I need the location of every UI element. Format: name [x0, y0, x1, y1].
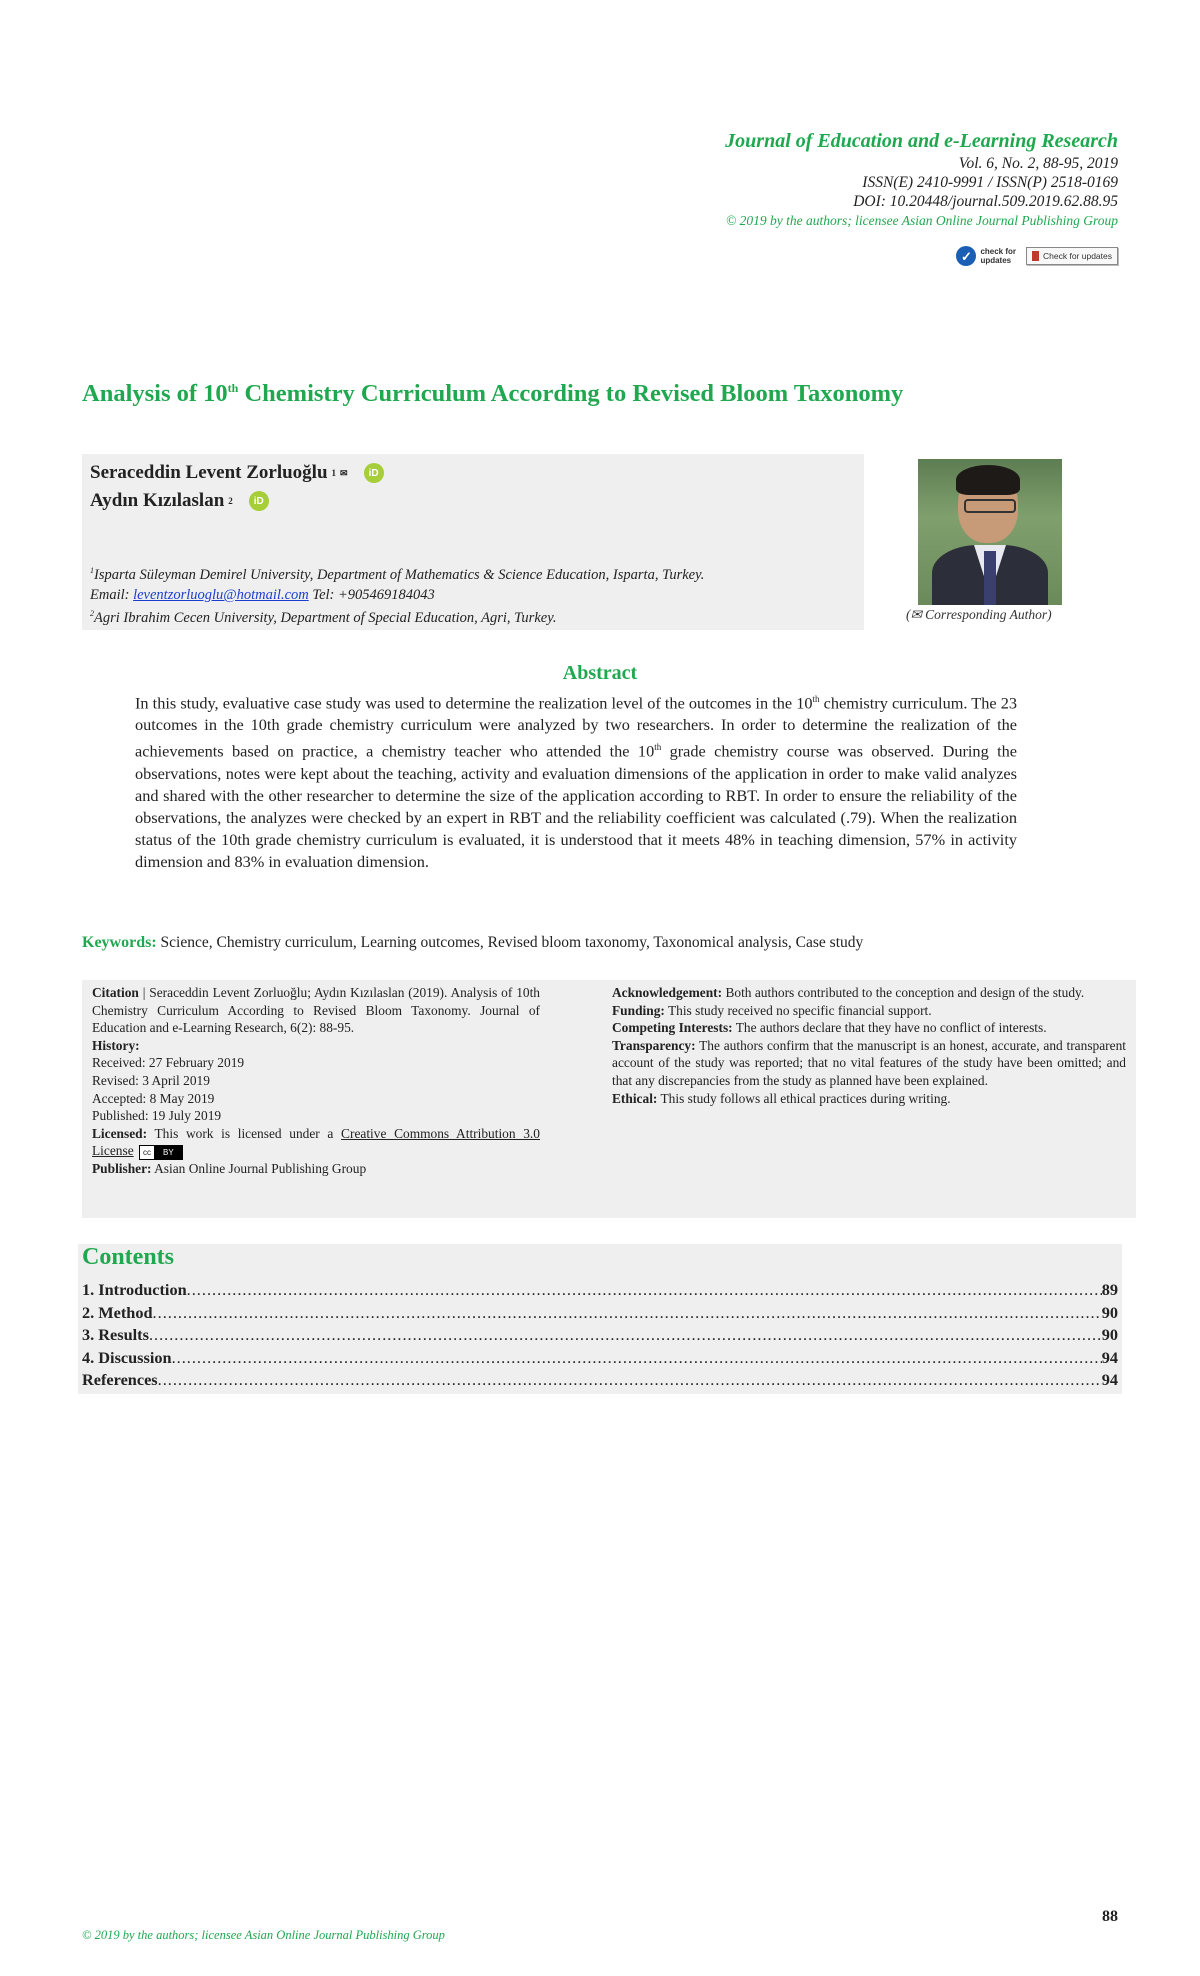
revised-date: Revised: 3 April 2019 — [92, 1072, 210, 1088]
author-2-sup: 2 — [228, 496, 233, 506]
abstract-text: In this study, evaluative case study was used to determine the realization level of the outcomes in the 10th chemistry curriculum. The 23 outcomes in the 10th grade chemistry curriculum were analyzed by two researchers. In order to determine the realization of the achievements based on practice, a chemistry teacher who attended the 10th grade chemistry course was observed. During the observations, notes were kept about the teaching, activity and evaluation dimensions of the application in order to make valid analyzes and shared with the other researcher to determine the size of the application according to RBT. In order to ensure the reliability of the observations, the analyzes were checked by an expert in RBT and the reliability coefficient was calculated (.79). When the realization status of the 10th grade chemistry curriculum is evaluated, it is understood that it meets 48% in teaching dimension, 57% in activity dimension and 83% in evaluation dimension. — [135, 693, 1017, 871]
toc-item[interactable]: 4. Discussion ..... 94 — [82, 1347, 1118, 1370]
citation-box — [82, 980, 1136, 1218]
bookmark-icon — [1032, 251, 1039, 261]
badge-line-1: check for — [980, 247, 1017, 256]
table-of-contents — [78, 1244, 1122, 1394]
acknowledgement: Acknowledgement: Both authors contributed to the conception and design of the study. — [612, 985, 1085, 1000]
mail-icon[interactable]: ✉ — [340, 467, 348, 478]
paper-title: Analysis of 10th Chemistry Curriculum According to Revised Bloom Taxonomy — [82, 380, 904, 407]
keywords-label: Keywords: — [82, 934, 157, 951]
journal-doi[interactable]: DOI: 10.20448/journal.509.2019.62.88.95 — [853, 193, 1118, 210]
check-for-updates-button[interactable] — [1026, 247, 1118, 265]
title-superscript: th — [227, 380, 239, 395]
journal-copyright: © 2019 by the authors; licensee Asian Online Journal Publishing Group — [726, 213, 1118, 228]
check-for-updates-badge[interactable] — [956, 246, 1016, 266]
toc-item[interactable]: 2. Method ..... 90 — [82, 1302, 1118, 1325]
license-link[interactable]: Creative Commons Attribution 3.0 License — [92, 1125, 540, 1159]
affiliation-2: $^2$Agri Ibrahim Cecen University, Department of Special Education, Agri, Turkey. — [90, 609, 557, 626]
tel: Tel: +905469184043 — [308, 587, 435, 603]
license: Licensed: This work is licensed under a Creative Commons Attribution 3.0 License cc BY — [92, 1125, 540, 1159]
footer-copyright: © 2019 by the authors; licensee Asian Online Journal Publishing Group — [82, 1928, 445, 1942]
corresponding-author-note: (✉ Corresponding Author) — [906, 607, 1052, 622]
transparency: Transparency: The authors confirm that the manuscript is an honest, accurate, and transparent account of the study was reported; that no vital features of the study have been omitted; and that any discrepancies from the study as planned have been explained. — [612, 1037, 1126, 1088]
toc-item[interactable]: 3. Results ..... 90 — [82, 1324, 1118, 1347]
email-link[interactable]: leventzorluoglu@hotmail.com — [133, 587, 309, 603]
page-number: 88 — [1102, 1908, 1118, 1925]
author-box — [82, 454, 864, 630]
badge-2-label: Check for updates — [1043, 251, 1112, 261]
toc-list — [82, 1279, 1118, 1392]
orcid-icon[interactable]: iD — [249, 491, 269, 511]
affiliation-1: $^1$Isparta Süleyman Demirel University, Department of Mathematics & Science Education, Isparta, Turkey. — [90, 566, 705, 583]
author-2-name: Aydın Kızılaslan — [90, 490, 225, 511]
declarations-column — [612, 984, 1126, 1107]
contact-line: Email: leventzorluoglu@hotmail.com Tel: +905469184043 — [90, 587, 435, 603]
abstract-heading: Abstract — [562, 662, 638, 684]
orcid-icon[interactable]: iD — [364, 463, 384, 483]
journal-name[interactable]: Journal of Education and e-Learning Research — [725, 130, 1118, 152]
accepted-date: Accepted: 8 May 2019 — [92, 1090, 215, 1106]
author-2 — [90, 490, 269, 512]
author-photo — [918, 459, 1062, 605]
journal-header — [725, 128, 1118, 230]
badge-line-2: updates — [980, 256, 1012, 265]
published-date: Published: 19 July 2019 — [92, 1108, 222, 1124]
cc-by-icon[interactable]: cc BY — [139, 1145, 183, 1160]
citation: Citation | Seraceddin Levent Zorluoğlu; Aydın Kızılaslan (2019). Analysis of 10th Chemistry Curriculum According to Revised Bloom Taxonomy. Journal of Education and e-Learning Research, 6(2): 88-95. — [92, 985, 540, 1036]
journal-issn: ISSN(E) 2410-9991 / ISSN(P) 2518-0169 — [862, 174, 1118, 191]
received-date: Received: 27 February 2019 — [92, 1055, 245, 1071]
checkmark-icon: ✓ — [956, 246, 976, 266]
ethical: Ethical: This study follows all ethical practices during writing. — [612, 1090, 951, 1106]
publisher: Publisher: Asian Online Journal Publishing Group — [92, 1160, 367, 1176]
toc-item[interactable]: 1. Introduction ..... 89 — [82, 1279, 1118, 1302]
citation-column — [92, 984, 540, 1178]
author-1 — [90, 462, 384, 484]
keywords — [82, 934, 863, 952]
history-label: History: — [92, 1037, 140, 1053]
funding: Funding: This study received no specific financial support. — [612, 1002, 932, 1018]
keywords-text: Science, Chemistry curriculum, Learning outcomes, Revised bloom taxonomy, Taxonomical analysis, Case study — [156, 934, 864, 951]
competing-interests: Competing Interests: The authors declare that they have no conflict of interests. — [612, 1020, 1047, 1036]
author-1-name: Seraceddin Levent Zorluoğlu — [90, 462, 328, 483]
author-1-sup: 1 — [331, 468, 337, 478]
update-badges — [956, 246, 1118, 266]
toc-item[interactable]: References ..... 94 — [82, 1369, 1118, 1392]
journal-volume: Vol. 6, No. 2, 88-95, 2019 — [958, 155, 1118, 172]
contents-heading: Contents — [82, 1244, 175, 1270]
